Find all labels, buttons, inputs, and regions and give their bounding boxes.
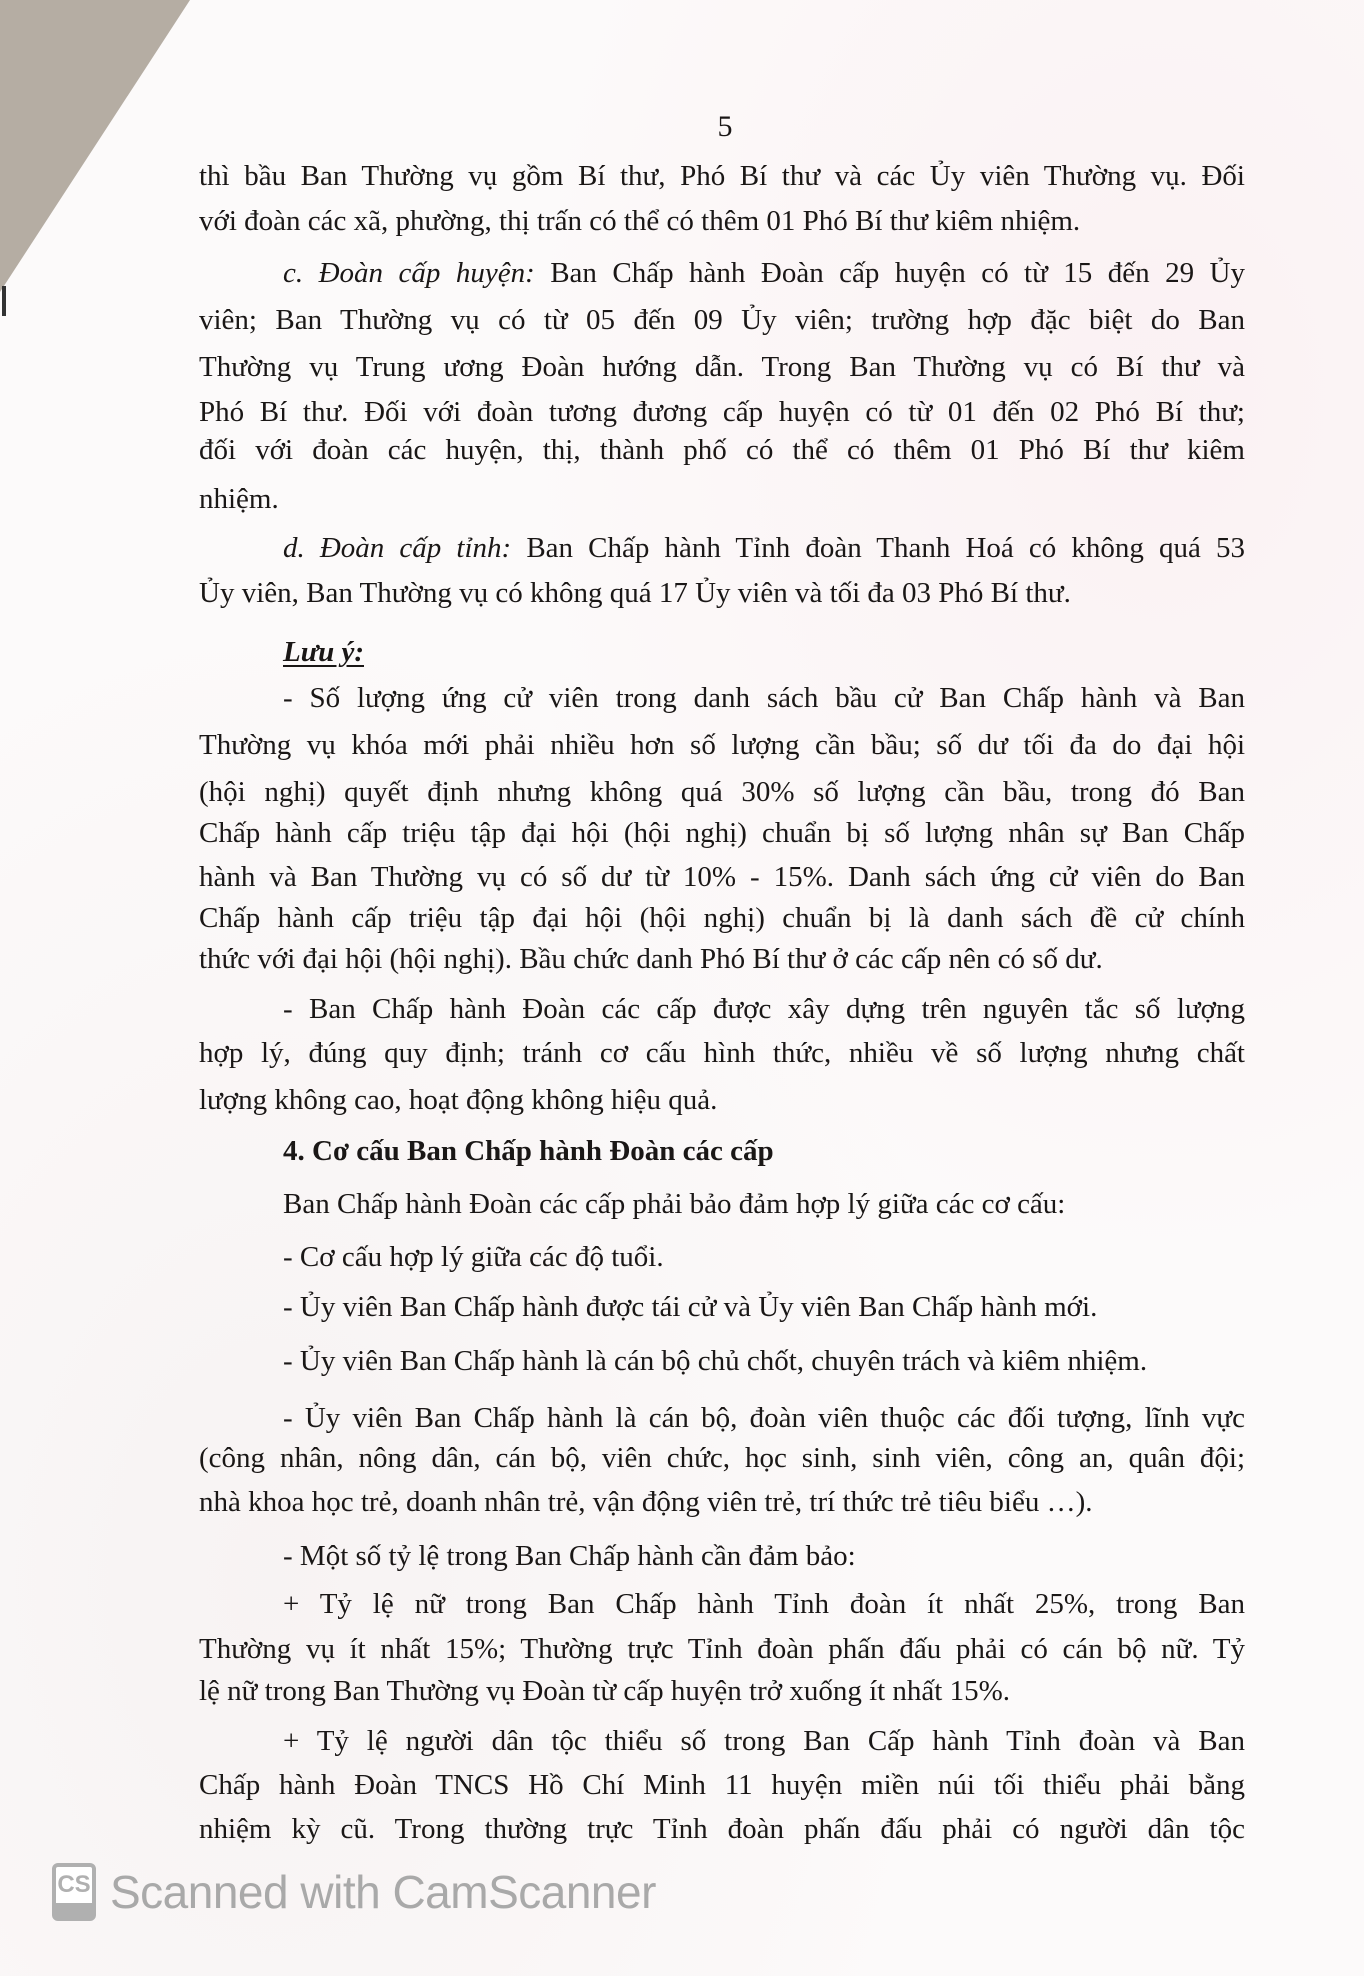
text-line: hành và Ban Thường vụ có số dư từ 10% - 15%. Danh sách ứng cử viên do Ban bbox=[199, 861, 1245, 893]
text-line: đối với đoàn các huyện, thị, thành phố có thể có thêm 01 Phó Bí thư kiêm bbox=[199, 434, 1245, 466]
line-text: Ban Chấp hành Đoàn cấp huyện có từ 15 đến 29 Ủy bbox=[550, 257, 1245, 289]
text-line: + Tỷ lệ nữ trong Ban Chấp hành Tỉnh đoàn ít nhất 25%, trong Ban bbox=[283, 1588, 1245, 1620]
text-line: - Số lượng ứng cử viên trong danh sách bầu cử Ban Chấp hành và Ban bbox=[283, 682, 1245, 714]
text-line: Thường vụ ít nhất 15%; Thường trực Tỉnh đoàn phấn đấu phải có cán bộ nữ. Tỷ bbox=[199, 1633, 1245, 1665]
subsection-label: d. Đoàn cấp tỉnh: bbox=[283, 532, 512, 564]
text-line: - Ủy viên Ban Chấp hành là cán bộ chủ chốt, chuyên trách và kiêm nhiệm. bbox=[283, 1345, 1148, 1377]
text-line: - Ủy viên Ban Chấp hành được tái cử và Ủy viên Ban Chấp hành mới. bbox=[283, 1291, 1098, 1323]
text-line: với đoàn các xã, phường, thị trấn có thể có thêm 01 Phó Bí thư kiêm nhiệm. bbox=[199, 205, 1081, 237]
text-line: Chấp hành cấp triệu tập đại hội (hội nghị) chuẩn bị số lượng nhân sự Ban Chấp bbox=[199, 817, 1245, 849]
camscanner-logo-icon bbox=[52, 1863, 96, 1921]
text-line: Thường vụ Trung ương Đoàn hướng dẫn. Trong Ban Thường vụ có Bí thư và bbox=[199, 351, 1245, 383]
text-line: - Cơ cấu hợp lý giữa các độ tuổi. bbox=[283, 1241, 664, 1273]
text-line: hợp lý, đúng quy định; tránh cơ cấu hình thức, nhiều về số lượng nhưng chất bbox=[199, 1037, 1245, 1069]
text-line bbox=[283, 530, 1245, 566]
text-line: thì bầu Ban Thường vụ gồm Bí thư, Phó Bí thư và các Ủy viên Thường vụ. Đối bbox=[199, 160, 1245, 192]
text-line: thức với đại hội (hội nghị). Bầu chức danh Phó Bí thư ở các cấp nên có số dư. bbox=[199, 943, 1103, 975]
text-line: - Ban Chấp hành Đoàn các cấp được xây dựng trên nguyên tắc số lượng bbox=[283, 993, 1245, 1025]
section-heading: 4. Cơ cấu Ban Chấp hành Đoàn các cấp bbox=[283, 1135, 774, 1167]
text-line: lượng không cao, hoạt động không hiệu quả. bbox=[199, 1084, 718, 1116]
text-line: + Tỷ lệ người dân tộc thiểu số trong Ban Cấp hành Tỉnh đoàn và Ban bbox=[283, 1725, 1245, 1757]
text-line: Ủy viên, Ban Thường vụ có không quá 17 Ủy viên và tối đa 03 Phó Bí thư. bbox=[199, 577, 1071, 609]
text-line: Chấp hành Đoàn TNCS Hồ Chí Minh 11 huyện miền núi tối thiểu phải bằng bbox=[199, 1769, 1245, 1801]
text-line: nhà khoa học trẻ, doanh nhân trẻ, vận động viên trẻ, trí thức trẻ tiêu biểu …). bbox=[199, 1486, 1093, 1518]
text-line: - Ủy viên Ban Chấp hành là cán bộ, đoàn viên thuộc các đối tượng, lĩnh vực bbox=[283, 1402, 1245, 1434]
text-line: viên; Ban Thường vụ có từ 05 đến 09 Ủy viên; trường hợp đặc biệt do Ban bbox=[199, 304, 1245, 336]
text-line: Phó Bí thư. Đối với đoàn tương đương cấp huyện có từ 01 đến 02 Phó Bí thư; bbox=[199, 396, 1245, 428]
subsection-label: c. Đoàn cấp huyện: bbox=[283, 257, 535, 289]
note-heading bbox=[283, 634, 1245, 670]
text-line: nhiệm. bbox=[199, 483, 279, 515]
note-label: Lưu ý: bbox=[283, 636, 364, 668]
page-edge-mark bbox=[2, 286, 6, 316]
text-line: Thường vụ khóa mới phải nhiều hơn số lượng cần bầu; số dư tối đa do đại hội bbox=[199, 729, 1245, 761]
logo-text: CS bbox=[57, 1871, 91, 1898]
text-line: - Một số tỷ lệ trong Ban Chấp hành cần đảm bảo: bbox=[283, 1540, 856, 1572]
text-line: Ban Chấp hành Đoàn các cấp phải bảo đảm hợp lý giữa các cơ cấu: bbox=[283, 1188, 1066, 1220]
text-line: (công nhân, nông dân, cán bộ, viên chức, học sinh, sinh viên, công an, quân đội; bbox=[199, 1442, 1245, 1474]
camscanner-watermark bbox=[52, 1862, 656, 1922]
line-text: Ban Chấp hành Tỉnh đoàn Thanh Hoá có không quá 53 bbox=[526, 532, 1246, 564]
text-line: lệ nữ trong Ban Thường vụ Đoàn từ cấp huyện trở xuống ít nhất 15%. bbox=[199, 1675, 1011, 1707]
watermark-text: Scanned with CamScanner bbox=[110, 1866, 656, 1918]
page-number: 5 bbox=[717, 110, 733, 143]
text-line: nhiệm kỳ cũ. Trong thường trực Tỉnh đoàn phấn đấu phải có người dân tộc bbox=[199, 1813, 1245, 1845]
text-line bbox=[283, 255, 1245, 291]
text-line: (hội nghị) quyết định nhưng không quá 30% số lượng cần bầu, trong đó Ban bbox=[199, 776, 1245, 808]
text-line: Chấp hành cấp triệu tập đại hội (hội nghị) chuẩn bị là danh sách đề cử chính bbox=[199, 902, 1245, 934]
